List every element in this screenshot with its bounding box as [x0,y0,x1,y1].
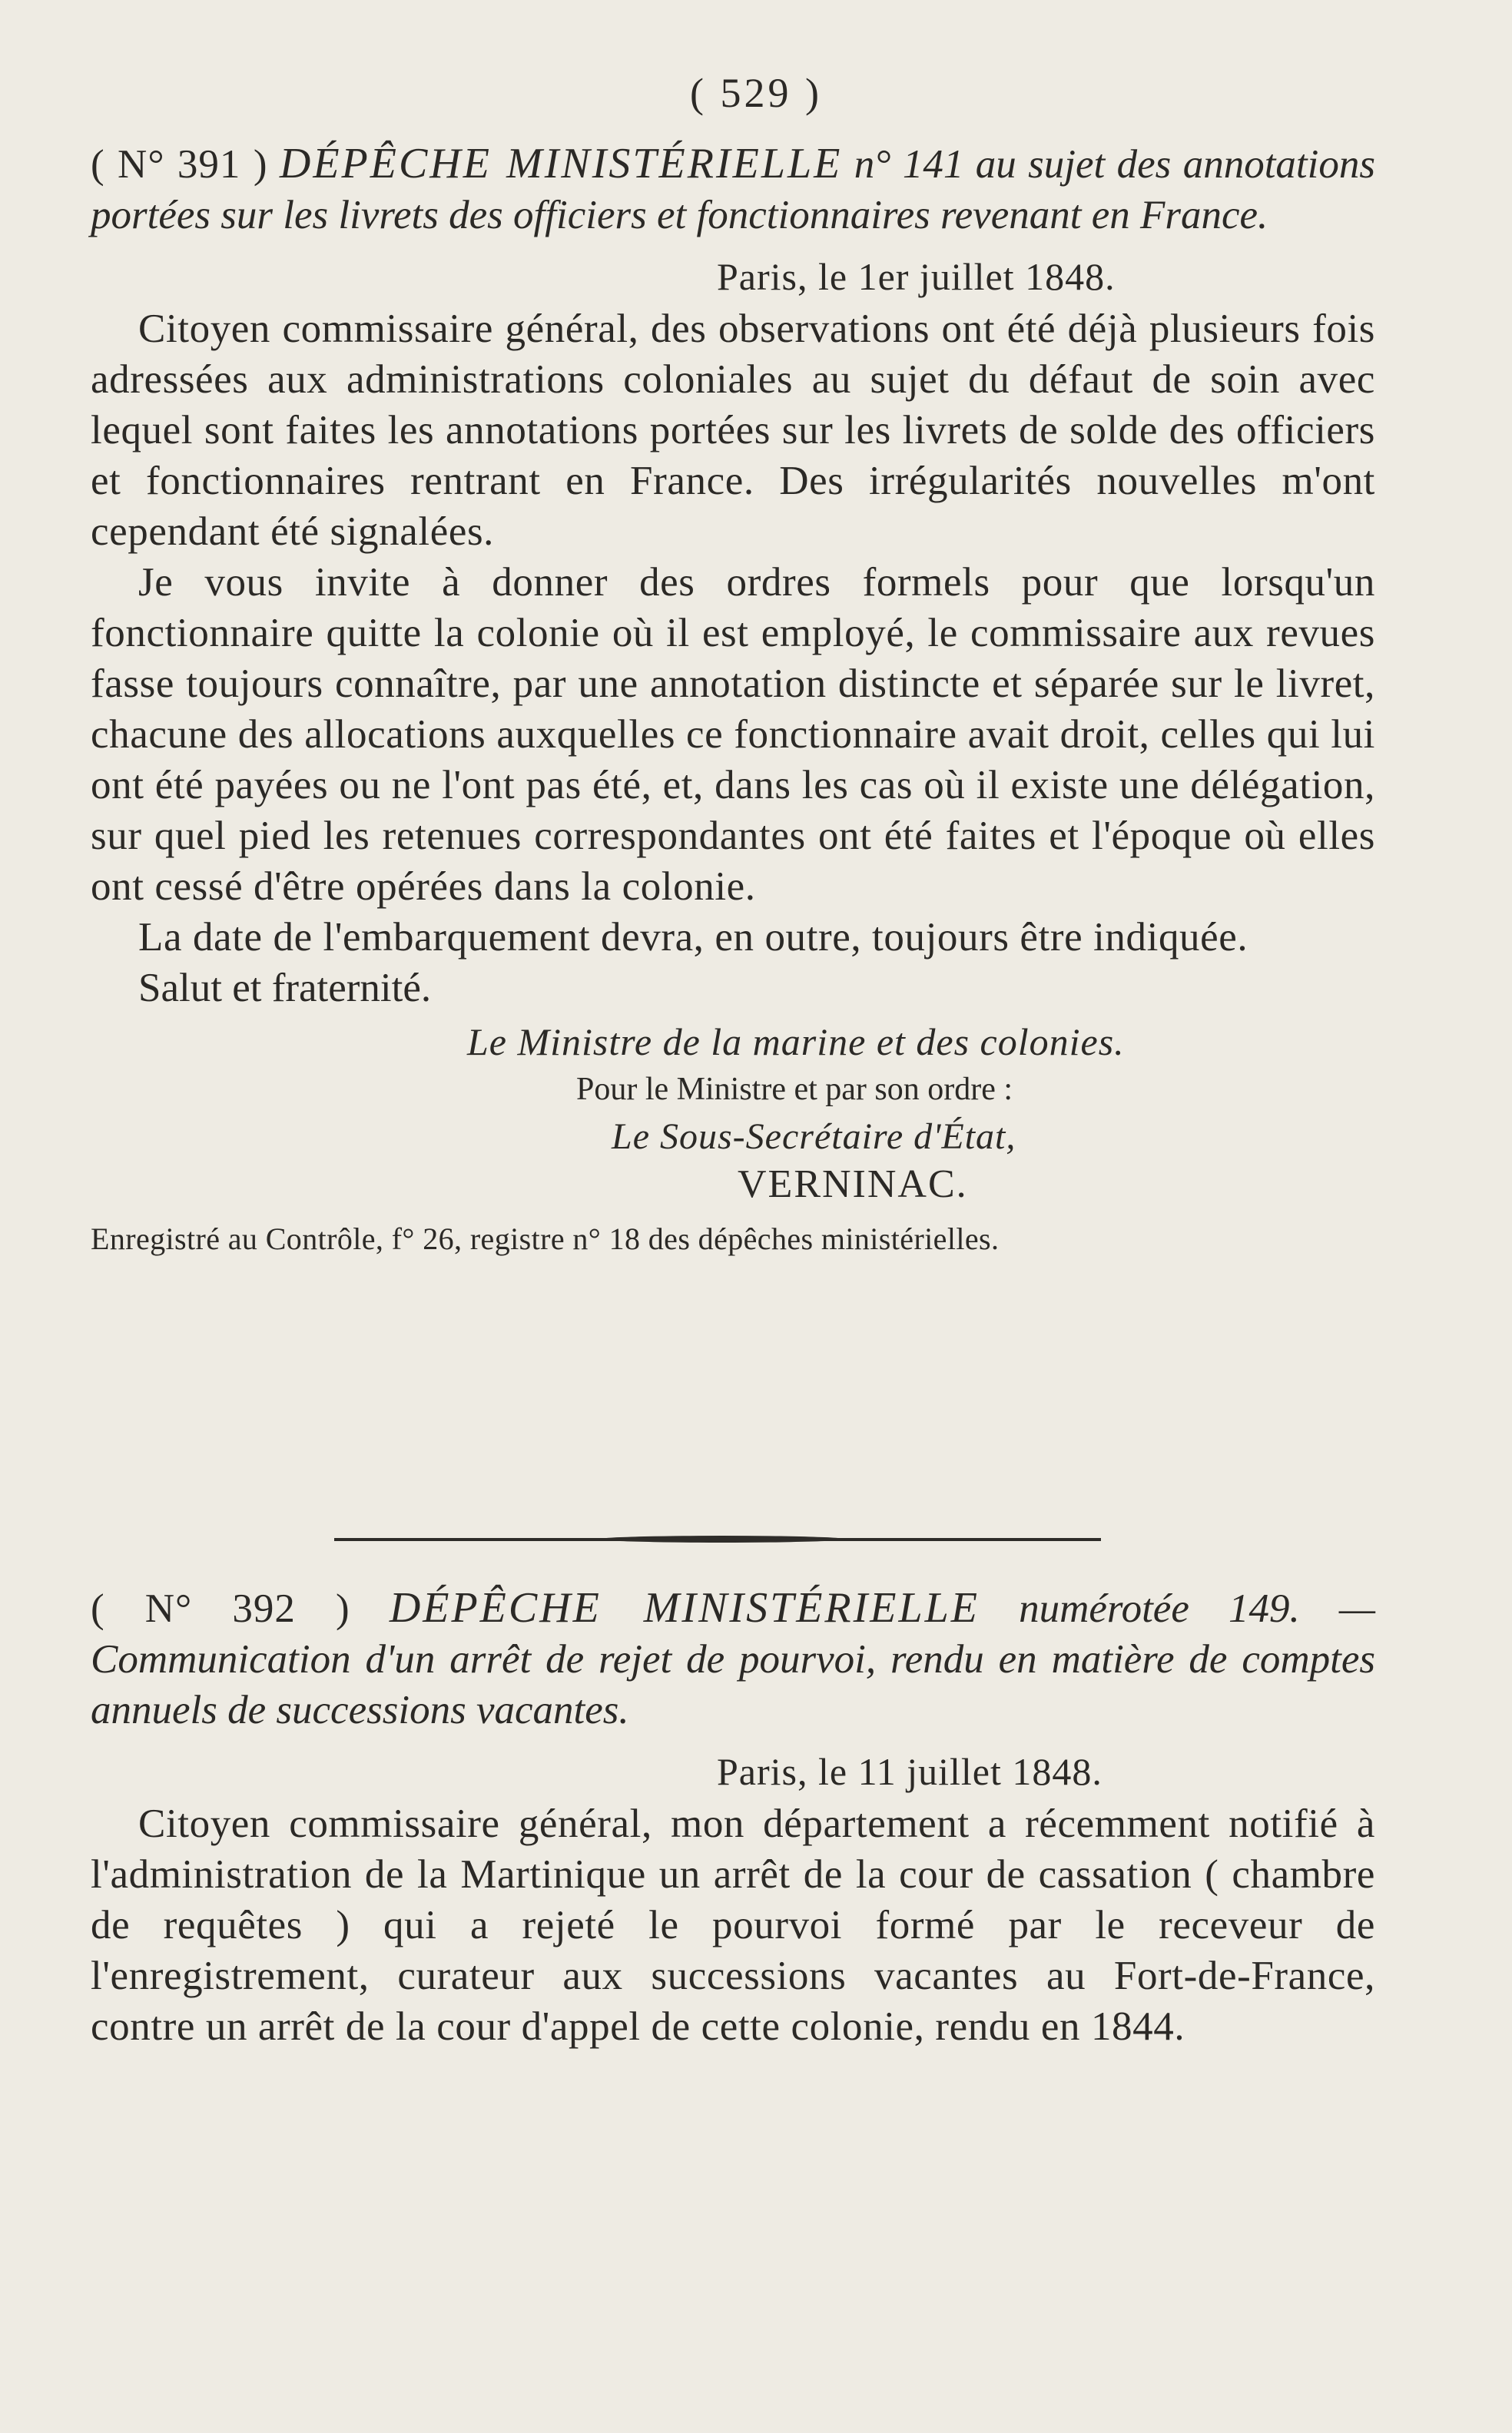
dispatch-date: Paris, le 11 juillet 1848. [717,1750,1102,1793]
dispatch-391 [91,138,1375,1262]
dispatch-kind: DÉPÊCHE MINISTÉRIELLE [389,1584,980,1632]
page-number: ( 529 ) [690,70,822,116]
signature-secretary: Le Sous-Secrétaire d'État, [612,1116,1016,1157]
dispatch-heading [91,1583,1375,1735]
registration-note: Enregistré au Contrôle, f° 26, registre n° 18 des dépêches ministérielles. [91,1221,1000,1256]
dispatch-body [91,1798,1375,2052]
dispatch-392 [91,1583,1375,2052]
dispatch-date: Paris, le 1er juillet 1848. [717,255,1116,298]
body-paragraph: Citoyen commissaire général, des observations ont été déjà plusieurs fois adressées aux administrations coloniales au sujet du défaut de soin avec lequel sont faites les annotations portées sur les livrets de solde des officiers et fonctionnaires rentrant en France. Des irrégularités nouvelles m'ont cependant été signalées. [91,307,1375,554]
body-paragraph: La date de l'embarquement devra, en outre, toujours être indiquée. [138,915,1248,960]
dispatch-subject: numérotée 149. — Communication d'un arrêt de rejet de pourvoi, rendu en matière de comptes annuels de successions vacantes. [91,1586,1376,1732]
signature-order: Pour le Ministre et par son ordre : [576,1072,1013,1107]
dispatch-subject: n° 141 au sujet des annotations portées sur les livrets des officiers et fonctionnaires revenant en France. [91,142,1375,237]
separator-rule-center [599,1536,845,1543]
signature-minister: Le Ministre de la marine et des colonies. [467,1020,1125,1063]
dispatch-number: ( N° 391 ) [91,142,268,187]
signature-name: VERNINAC. [738,1162,968,1206]
signature-block [91,1018,1375,1208]
dispatch-number: ( N° 392 ) [91,1586,350,1631]
body-paragraph: Citoyen commissaire général, mon département a récemment notifié à l'administration de la Martinique un arrêt de la cour de cassation ( chambre de requêtes ) qui a rejeté le pourvoi formé par le receveur de l'enregistrement, curateur aux successions vacantes au Fort-de-France, contre un arrêt de la cour d'appel de cette colonie, rendu en 1844. [91,1802,1375,2049]
dispatch-heading [91,138,1375,240]
dispatch-body [91,303,1375,963]
dispatch-kind: DÉPÊCHE MINISTÉRIELLE [279,140,843,187]
body-paragraph: Je vous invite à donner des ordres formels pour que lorsqu'un fonctionnaire quitte la colonie où il est employé, le commissaire aux revues fasse toujours connaître, par une annotation distincte et séparée sur le livret, chacune des allocations auxquelles ce fonctionnaire avait droit, celles qui lui ont été payées ou ne l'ont pas été, et, dans les cas où il existe une délégation, sur quel pied les retenues correspondantes ont été faites et l'époque où elles ont cessé d'être opérées dans la colonie. [91,560,1375,909]
closing-salutation: Salut et fraternité. [138,966,432,1010]
